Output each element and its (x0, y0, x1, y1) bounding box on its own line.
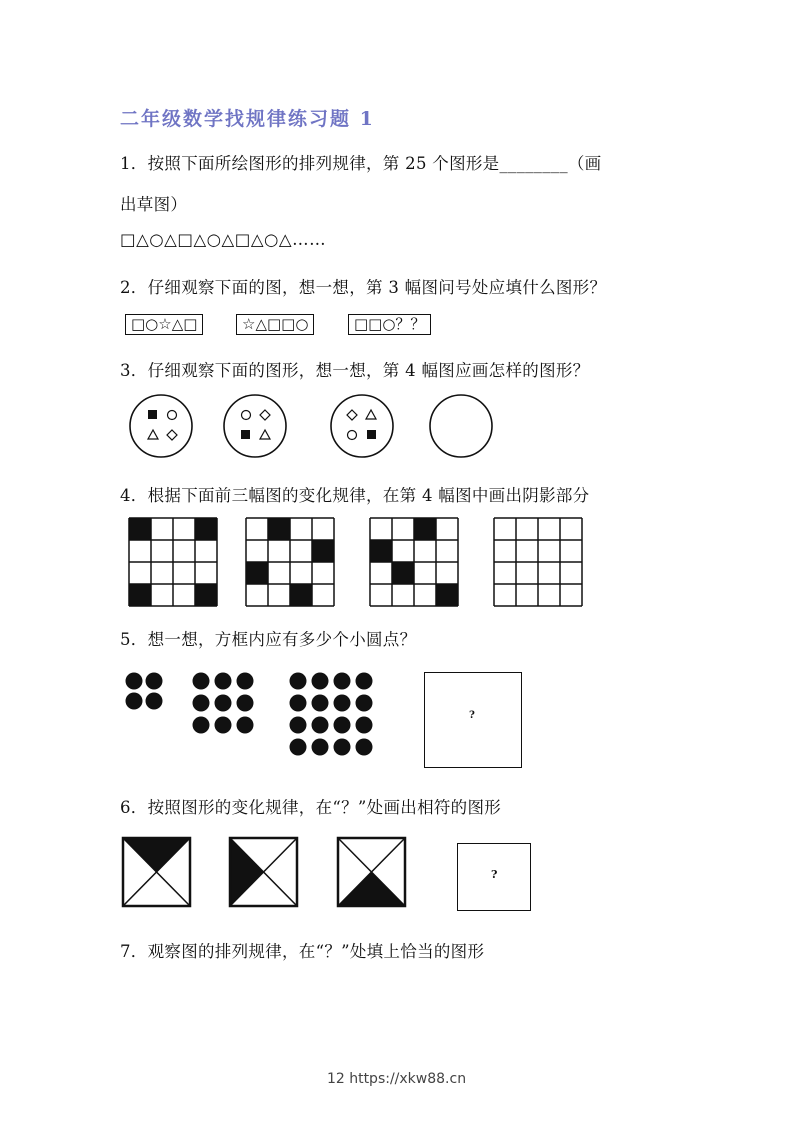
question-4-text: 4．根据下面前三幅图的变化规律，在第 4 幅图中画出阴影部分 (120, 486, 590, 505)
shape-box-1: □○☆△□ (125, 314, 203, 335)
question-7-text: 7．观察图的排列规律，在“？”处填上恰当的图形 (120, 942, 485, 961)
question-1-text: 1．按照下面所绘图形的排列规律，第 25 个图形是________（画 (120, 154, 602, 173)
question-6-text: 6．按照图形的变化规律，在“？”处画出相符的图形 (120, 798, 502, 817)
shaded-triangle (230, 838, 264, 906)
page-title: 二年级数学找规律练习题 1 (120, 108, 375, 130)
footer-url: 12 https://xkw88.cn (326, 1071, 467, 1087)
question-3-text: 3．仔细观察下面的图形，想一想，第 4 幅图应画怎样的图形？ (120, 361, 590, 380)
x-square-answer-box (457, 843, 531, 911)
question-2-text: 2．仔细观察下面的图，想一想，第 3 幅图问号处应填什么图形？ (120, 278, 607, 297)
question-1-text-cont: 出草图） (120, 195, 188, 214)
shape-box-3: □□○？？ (348, 314, 431, 335)
question-5-text: 5．想一想，方框内应有多少个小圆点？ (120, 630, 417, 649)
shape-box-2: ☆△□□○ (236, 314, 314, 335)
question-mark: ? (469, 710, 475, 721)
x-square-figure-3 (338, 838, 405, 906)
shaded-triangle (123, 838, 190, 872)
x-square-figure-1 (123, 838, 190, 906)
x-square-figure-2 (230, 838, 297, 906)
question-mark: ? (491, 868, 498, 881)
shaded-triangle (338, 872, 405, 906)
question-1-sequence: □△○△□△○△□△○△…… (120, 230, 327, 249)
